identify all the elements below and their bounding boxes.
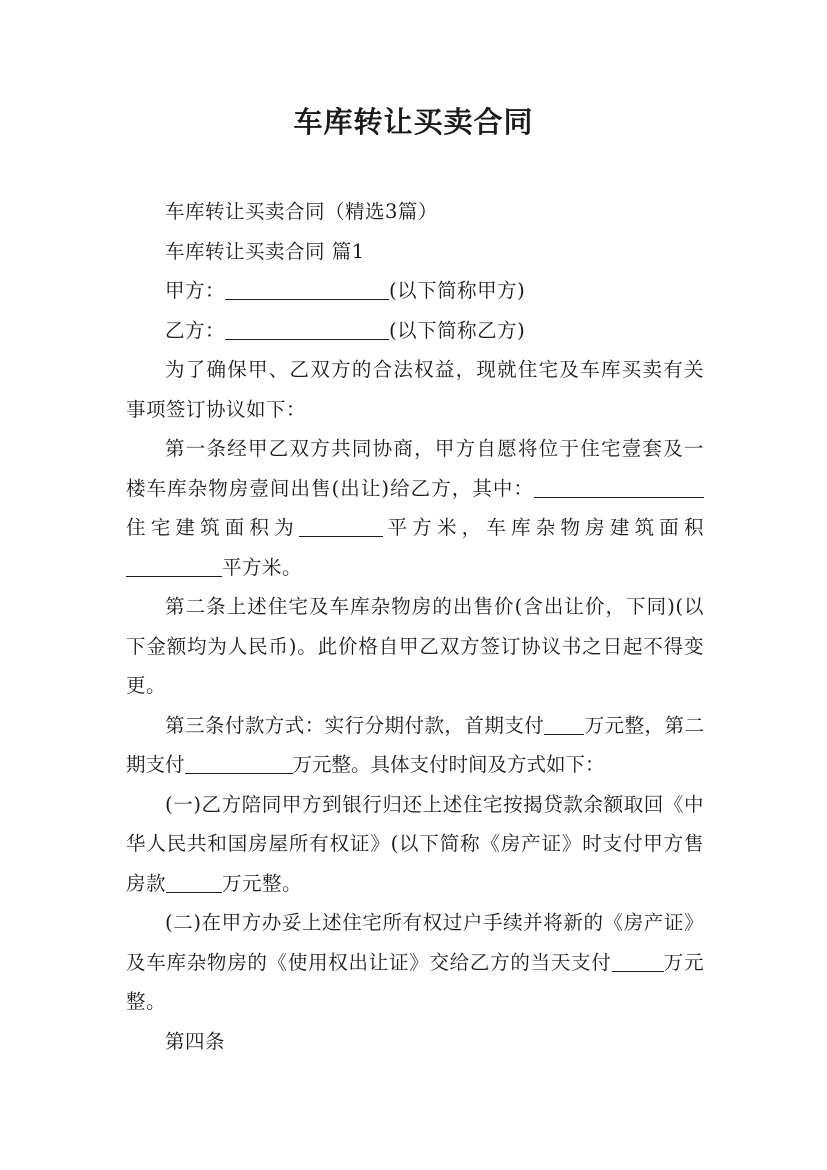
address-blank [534,473,704,498]
clause-1-unit: 万元整。 [222,871,303,895]
article-4: 第四条 [165,1029,226,1053]
party-a-label: 甲方： [165,279,226,302]
intro-paragraph: 为了确保甲、乙双方的合法权益，现就住宅及车库买卖有关事项签订协议如下： [126,358,704,421]
party-a-blank [225,275,389,300]
party-b-suffix: (以下简称乙方) [389,318,526,342]
article-1-unit: 平方米。 [222,555,303,579]
first-payment-blank [544,710,584,735]
article-3 [126,706,704,785]
document-subtitle: 车库转让买卖合同（精选3篇） [165,200,438,223]
party-b-blank [225,315,389,340]
clause-2-text: (二)在甲方办妥上述住宅所有权过户手续并将新的《房产证》及车库杂物房的《使用权出让证》交给乙方的当天支付 [126,911,704,974]
clause-1-text: (一)乙方陪同甲方到银行归还上述住宅按揭贷款余额取回《中华人民共和国房屋所有权证》(以下简称《房产证》时支付甲方售房款 [126,792,704,895]
document-body [126,192,704,1061]
article-3-method-label: 万元整。具体支付时间及方式如下： [292,753,605,776]
second-payment-blank [185,749,293,774]
party-a-suffix: (以下简称甲方) [389,279,526,302]
garage-area-blank [126,552,222,577]
document-title: 车库转让买卖合同 [293,105,534,139]
party-a-line [126,271,704,311]
clause-1 [126,785,704,904]
article-1-text: 第一条经甲乙双方共同协商，甲方自愿将位于住宅壹套及一楼车库杂物房壹间出售(出让)给乙方，其中： [126,437,704,500]
clause-2-unit: 万元整。 [126,950,704,1013]
house-area-blank [299,512,383,537]
article-1-garage-label: 平方米，车库杂物房建筑面积 [382,516,704,539]
article-1 [126,429,704,587]
article-1-area-label: 住宅建筑面积为 [126,516,299,539]
clause-2-amount-blank [612,947,664,972]
party-b-label: 乙方： [165,318,226,342]
article-2: 第二条上述住宅及车库杂物房的出售价(含出让价，下同)(以下金额均为人民币)。此价格自甲乙双方签订协议书之日起不得变更。 [126,595,704,697]
party-b-line [126,311,704,351]
clause-2 [126,903,704,1022]
article-3-text: 第三条付款方式：实行分期付款，首期支付 [165,713,545,737]
section-heading: 车库转让买卖合同 篇1 [165,239,365,263]
clause-1-amount-blank [166,868,222,893]
article-3-second-label: 万元整，第二期支付 [126,713,704,776]
